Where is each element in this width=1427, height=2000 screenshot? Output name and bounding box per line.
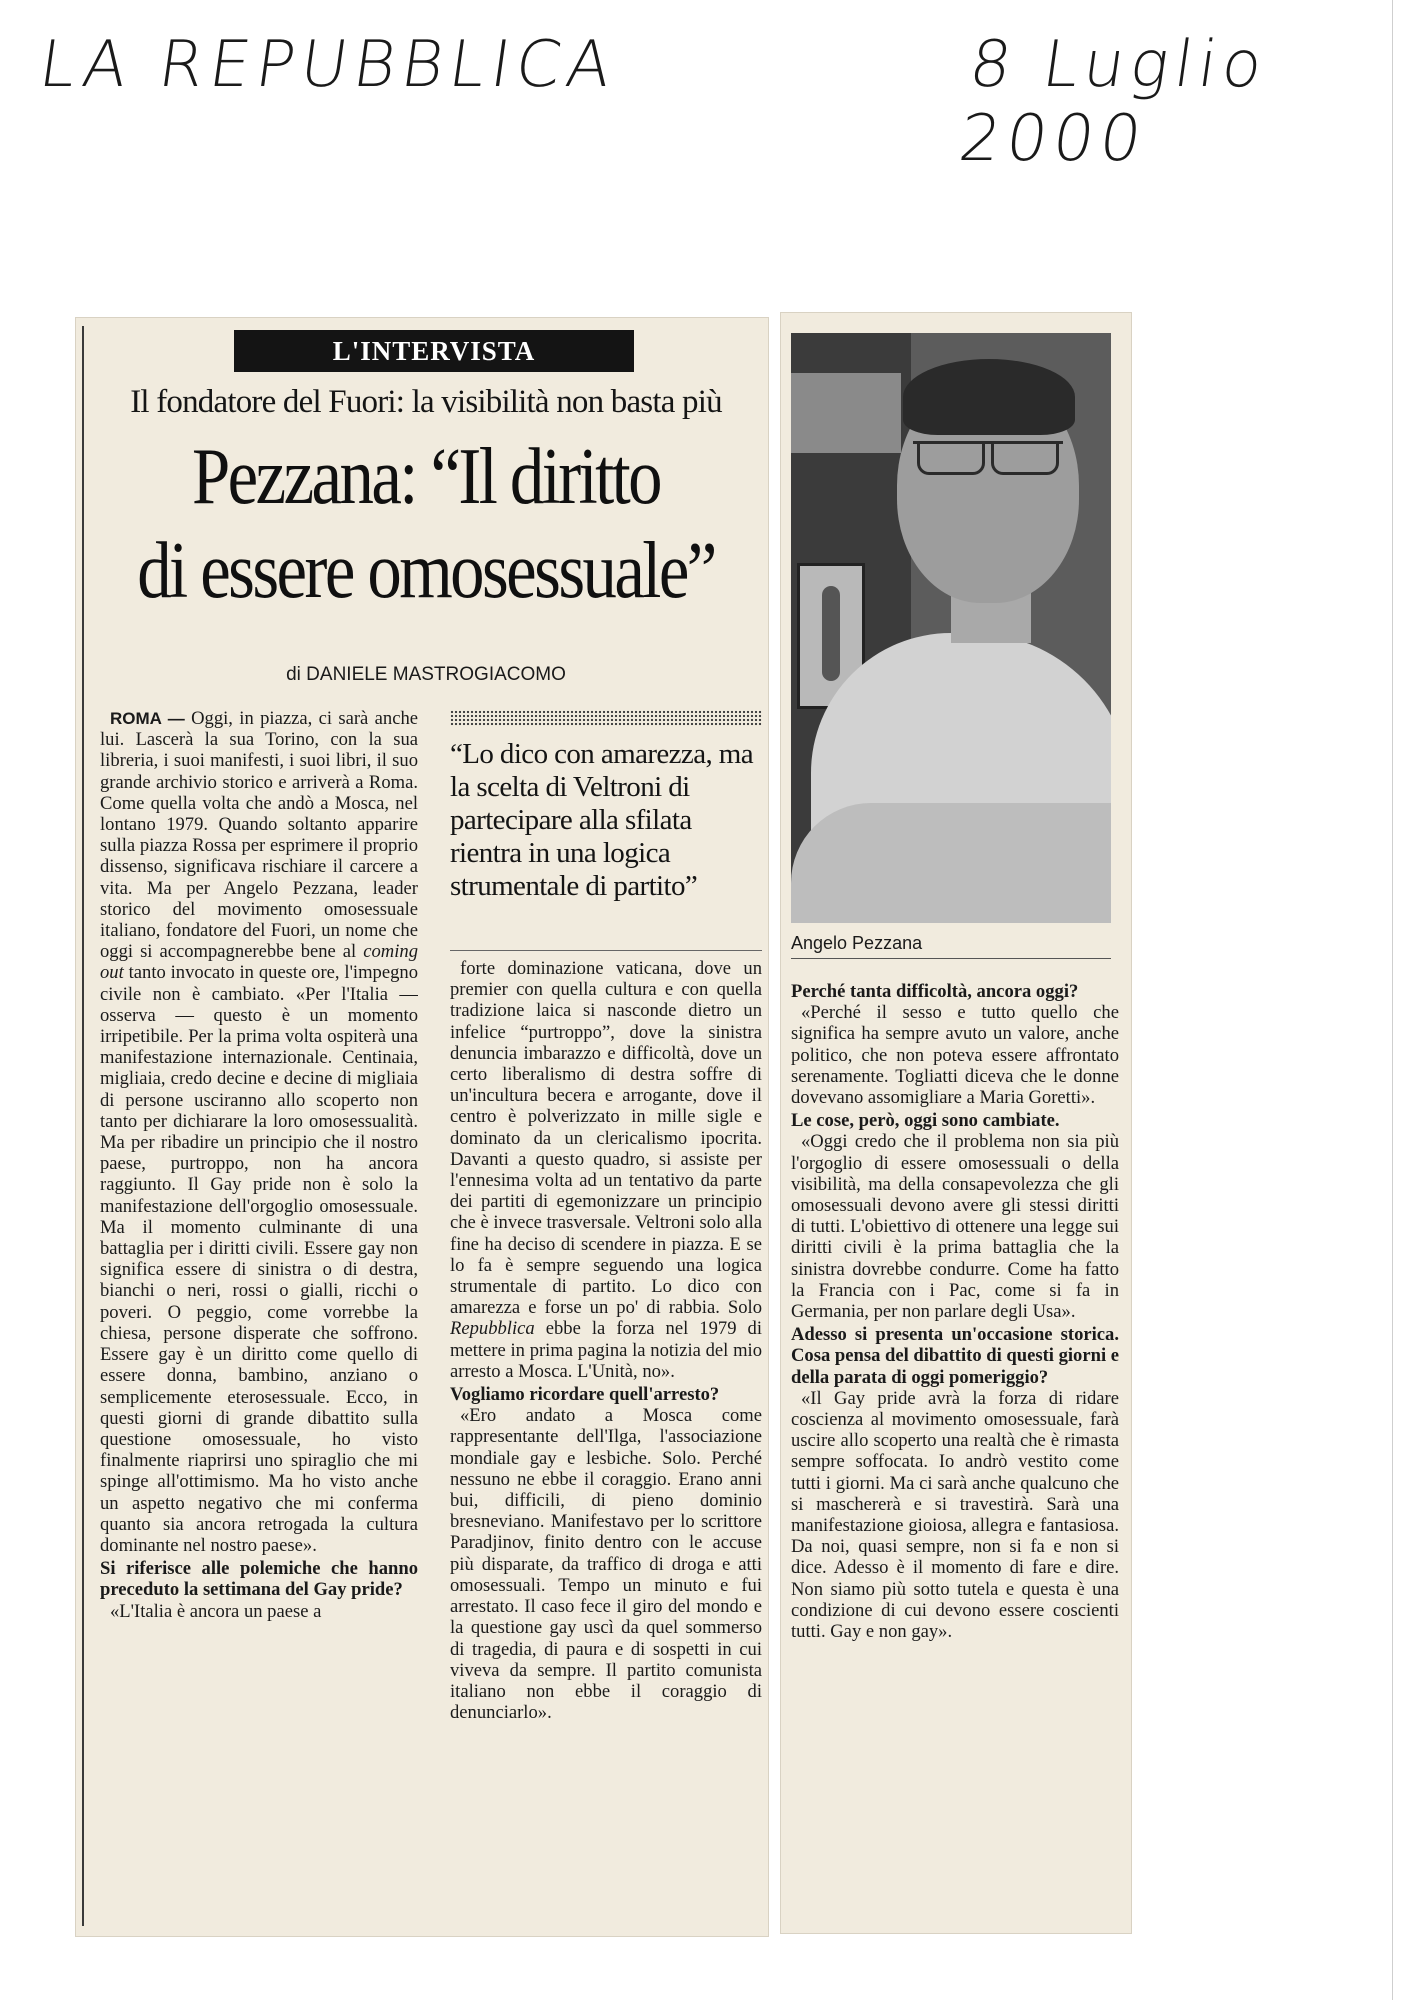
interview-question: Le cose, però, oggi sono cambiate.: [791, 1110, 1060, 1132]
paragraph: «L'Italia è ancora un paese a: [110, 1600, 322, 1622]
column-rule: [82, 326, 84, 1926]
interview-question: Adesso si presenta un'occasione storica. Cosa pensa del dibattito di questi giorni e della parata di oggi pomeriggio?: [791, 1324, 1119, 1388]
portrait-photo: [791, 333, 1111, 923]
italic-phrase: coming out: [100, 941, 418, 984]
paragraph: «Oggi credo che il problema non sia più l'orgoglio di essere omosessuali o della visibilità, ma della consapevolezza che gli omosessuali devono avere gli stessi diritti di tutti. L'obiettivo di ottenere una legge sui diritti civili è la prima battaglia che la sinistra dovrebbe condurre. Come ha fatto la Francia con i Pac, come si fa in Germania, per non parlare degli Usa».: [791, 1131, 1119, 1323]
handwritten-newspaper-name: LA REPUBBLICA: [34, 28, 622, 102]
interview-question: Perché tanta difficoltà, ancora oggi?: [791, 981, 1079, 1002]
photo-background-shape: [791, 373, 901, 453]
paragraph: [450, 958, 762, 1382]
paragraph-text: forte dominazione vaticana, dove un premier con quella cultura e con quella tradizione laica si nasconde dietro un infelice “purtroppo”, dove la sinistra denuncia imbarazzo e difficoltà, dove un certo liberalismo di destra soffre di un'incultura becera e arrogante, dove il centro è polverizzato in mille sigle e dominato da un clericalismo ipocrita. Davanti a questo quadro, si assiste per l'ennesima volta ad un tentativo da parte dei partiti di egemonizzare un principio che è invece trasversale. Veltroni solo alla fine ha deciso di scendere in piazza. E se lo fa è sempre seguendo una logica strumentale di partito. Lo dico con amarezza e forse un po' di rabbia. Solo: [450, 958, 762, 1319]
paragraph: [100, 708, 418, 1556]
paragraph: «Ero andato a Mosca come rappresentante dell'Ilga, l'associazione mondiale gay e lesbiche. Solo. Perché nessuno ne ebbe il coraggio. Erano anni bui, difficili, di pieno dominio bresneviano. Manifestavo per lo scrittore Paradjinov, finito dentro con le accuse più disparate, da traffico di droga e atti omosessuali. Tempo un minuto e fui arrestato. Il caso fece il giro del mondo e la questione gay uscì da quel sommerso di tragedia, di paura e di sospetti in cui viveva da sempre. Il partito comunista italiano non ebbe il coraggio di denunciarlo».: [450, 1405, 762, 1724]
text-column-3: [791, 979, 1119, 1929]
interview-question: Si riferisce alle polemiche che hanno preceduto la settimana del Gay pride?: [100, 1558, 418, 1601]
article-byline: di DANIELE MASTROGIACOMO: [286, 664, 566, 685]
article-subhead: Il fondatore del Fuori: la visibilità non basta più: [130, 384, 722, 420]
headline-line-1: Pezzana: “Il diritto: [191, 433, 661, 521]
glasses-shape: [913, 441, 1063, 476]
article-headline: [134, 430, 719, 618]
paragraph-text: ebbe la forza nel 1979 di mettere in prima pagina la notizia del mio arresto a Mosca. L'Unità, no».: [450, 1318, 762, 1382]
paragraph: «Il Gay pride avrà la forza di ridare coscienza al movimento omosessuale, farà uscire allo scoperto una realtà che è rimasta sempre soffocata. Io andrò vestito come tutti i giorni. Ma ci sarà anche qualcuno che si maschererà e si travestirà. Sarà una manifestazione gioiosa, allegra e fantasiosa. Da noi, quasi sempre, non si fa e non si dice. Adesso è il momento di fare e dire. Non siamo più sotto tutela e questa è una condizione di cui devono essere coscienti tutti. Gay e non gay».: [791, 1387, 1119, 1643]
pull-quote-dotted-rule: [450, 710, 762, 726]
italic-phrase: Repubblica: [450, 1318, 535, 1340]
folded-arms-shape: [791, 803, 1111, 923]
paragraph: «Perché il sesso e tutto quello che significa ha sempre avuto un valore, anche politico, che non poteva essere affrontato serenamente. Togliatti diceva che le donne dovevano assomigliare a Maria Goretti».: [791, 1002, 1119, 1109]
interview-question: Vogliamo ricordare quell'arresto?: [450, 1384, 720, 1406]
pull-quote: “Lo dico con amarezza, ma la scelta di Veltroni di partecipare alla sfilata rientra in una logica strumentale di partito”: [450, 738, 754, 902]
page-edge-line: [1392, 0, 1393, 2000]
kicker-label: L'INTERVISTA: [234, 330, 634, 372]
paragraph-text: tanto invocato in queste ore, l'impegno civile non è cambiato. «Per l'Italia — osserva — questo è un momento irripetibile. Per la prima volta ospiterà una manifestazione internazionale. Centinaia, migliaia, credo decine e decine di migliaia di persone usciranno allo scoperto non tanto per dichiarare la loro omosessualità. Ma per ribadire un principio che il nostro paese, purtroppo, non ha ancora raggiunto. Il Gay pride non è solo la manifestazione dell'orgoglio omosessuale. Ma il momento culminante di una battaglia per i diritti civili. Essere gay non significa essere di sinistra o di destra, bianchi o neri, rossi o gialli, ricchi o poveri. O peggio, come vorrebbe la chiesa, persone disperate che soffrono. Essere gay è un diritto come quello di essere donna, bambino, anziano o semplicemente eterosessuale. Ecco, in questi giorni di grande dibattito sulla questione omosessuale, ho visto finalmente riaprirsi uno spiraglio che mi spinge all'ottimismo. Ma ho visto anche un aspetto negativo che mi conferma quanto sia ancora retrogada la cultura dominante nel nostro paese».: [100, 962, 418, 1556]
photo-clipping: [781, 313, 1131, 1933]
handwritten-date: 8 Luglio 2000: [954, 28, 1273, 176]
article-clipping: [76, 318, 768, 1936]
paragraph-text: Oggi, in piazza, ci sarà anche lui. Lascerà la sua Torino, con la sua libreria, i suoi manifesti, i suoi libri, il suo grande archivio storico e arriverà a Roma. Come quella volta che andò a Mosca, nel lontano 1979. Quando soltanto apparire sulla piazza Rossa per esprimere il proprio dissenso, significava rischiare il carcere a vita. Ma per Angelo Pezzana, leader storico del movimento omosessuale italiano, fondatore del Fuori, un nome che oggi si accompagnerebbe bene al: [100, 708, 418, 963]
headline-line-2: di essere omosessuale”: [137, 527, 715, 615]
photo-caption: Angelo Pezzana: [791, 933, 1111, 959]
dateline: ROMA —: [110, 709, 185, 728]
pull-quote-rule: [450, 950, 762, 951]
text-column-1: [100, 708, 418, 1926]
hair-shape: [903, 359, 1075, 435]
text-column-2: [450, 958, 762, 1920]
